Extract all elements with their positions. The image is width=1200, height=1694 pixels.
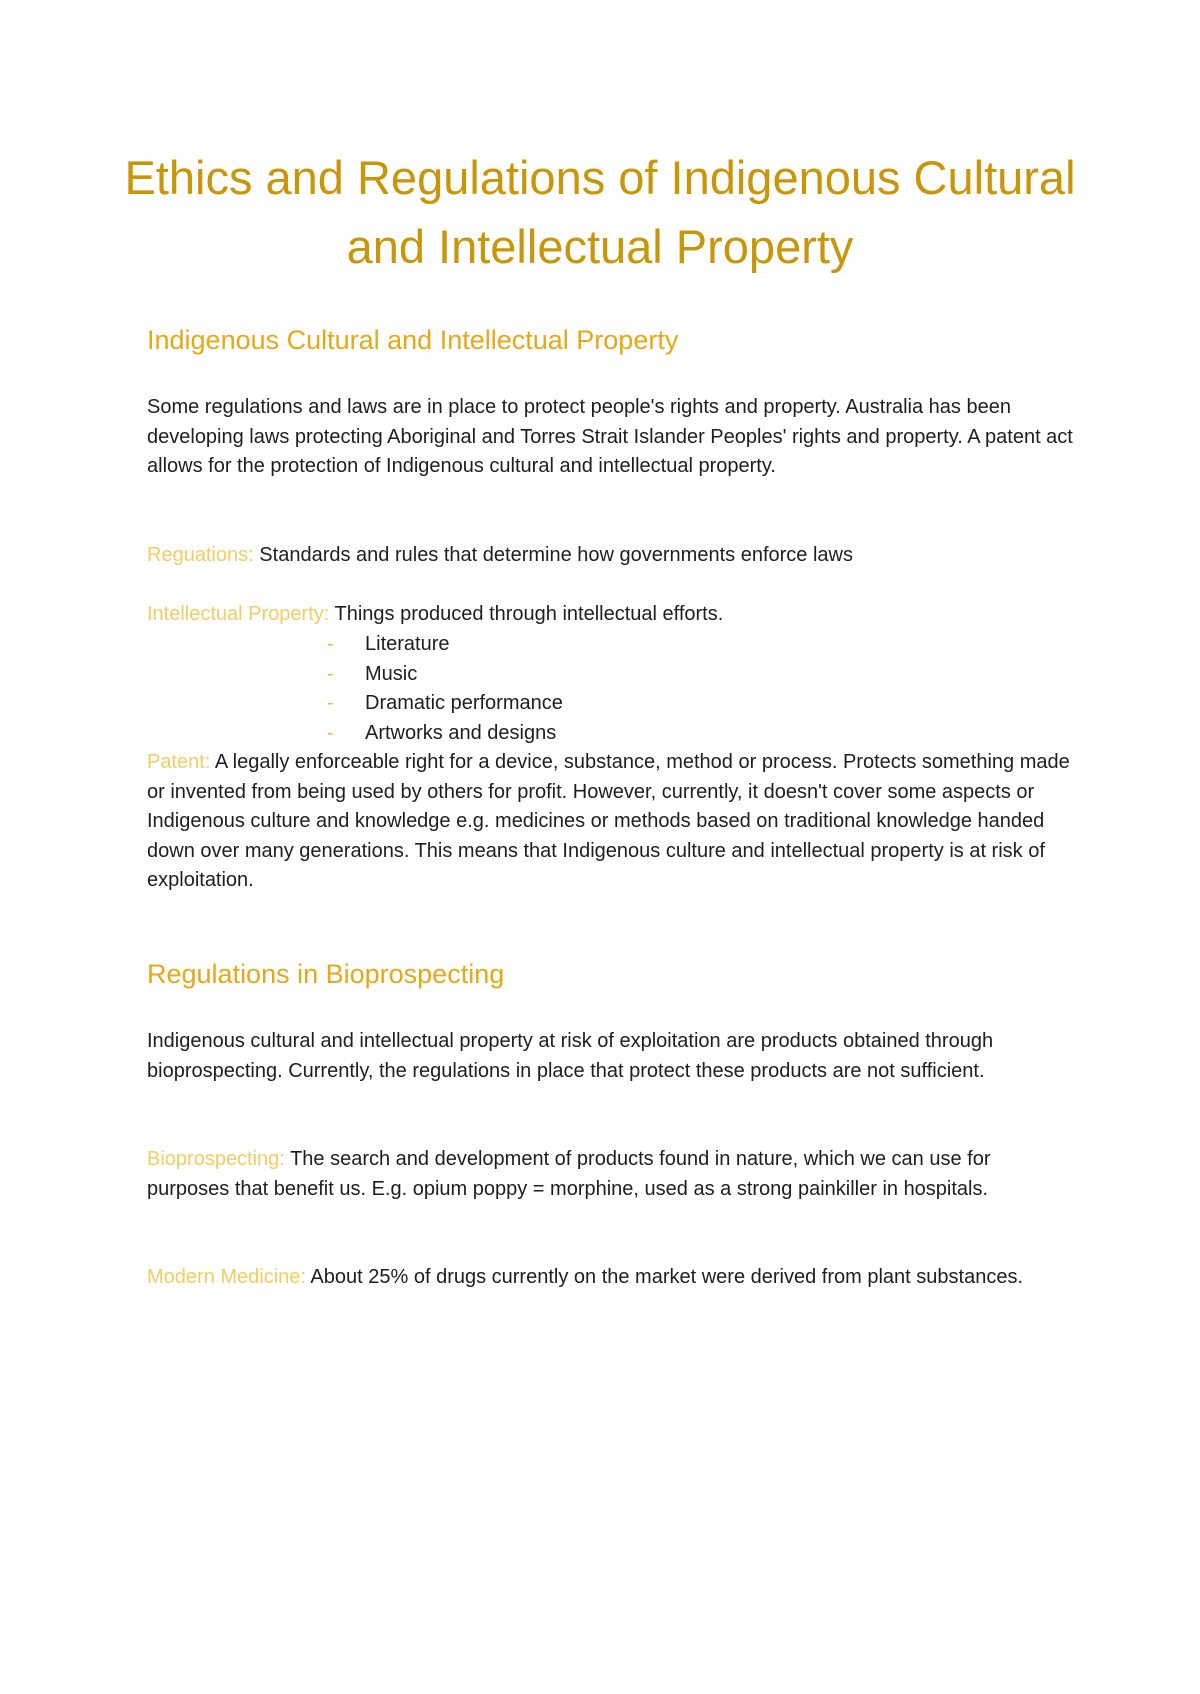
definition-text: Standards and rules that determine how governments enforce laws	[253, 544, 853, 566]
section-heading-icip: Indigenous Cultural and Intellectual Property	[147, 325, 679, 355]
intellectual-property-list	[327, 630, 563, 748]
definition-text: A legally enforceable right for a device, substance, method or process. Protects something made or invented from being used by others for profit. However, currently, it doesn't cover some aspects or Indigenous culture and knowledge e.g. medicines or methods based on traditional knowledge handed down over many generations. This means that Indigenous culture and intellectual property is at risk of exploitation.	[147, 751, 1070, 891]
definition-intellectual-property	[147, 600, 1077, 630]
definition-patent	[147, 748, 1077, 896]
definition-term: Patent:	[147, 751, 211, 773]
dash-bullet: -	[327, 662, 334, 685]
list-item: - Artworks and designs	[327, 719, 563, 749]
list-item: - Literature	[327, 630, 563, 660]
dash-bullet: -	[327, 692, 334, 714]
section-intro-icip: Some regulations and laws are in place to protect people's rights and property. Australia has been developing laws protecting Aboriginal and Torres Strait Islander Peoples' rights and property. A patent act allows for the protection of Indigenous cultural and intellectual property.	[147, 396, 1073, 477]
section-heading-bioprospecting: Regulations in Bioprospecting	[147, 959, 505, 989]
section-intro-bioprospecting: Indigenous cultural and intellectual property at risk of exploitation are products obtained through bioprospecting. Currently, the regulations in place that protect these products are not sufficient.	[147, 1030, 994, 1082]
definition-term: Intellectual Property:	[147, 603, 330, 625]
definition-text: Things produced through intellectual efforts.	[329, 603, 724, 625]
list-item: - Music	[327, 660, 563, 690]
definition-modern-medicine	[147, 1263, 1077, 1293]
definition-term: Reguations:	[147, 544, 254, 566]
definition-text: About 25% of drugs currently on the market were derived from plant substances.	[305, 1266, 1024, 1288]
definition-term: Bioprospecting:	[147, 1148, 285, 1170]
list-item: - Dramatic performance	[327, 689, 563, 719]
definition-bioprospecting	[147, 1145, 1077, 1204]
definition-term: Modern Medicine:	[147, 1266, 306, 1288]
document-title: Ethics and Regulations of Indigenous Cultural and Intellectual Property	[124, 151, 1076, 273]
dash-bullet: -	[327, 633, 334, 655]
definition-regulations	[147, 541, 1077, 571]
dash-bullet: -	[327, 721, 334, 744]
definition-text: The search and development of products found in nature, which we can use for purposes that benefit us. E.g. opium poppy = morphine, used as a strong painkiller in hospitals.	[147, 1148, 991, 1200]
